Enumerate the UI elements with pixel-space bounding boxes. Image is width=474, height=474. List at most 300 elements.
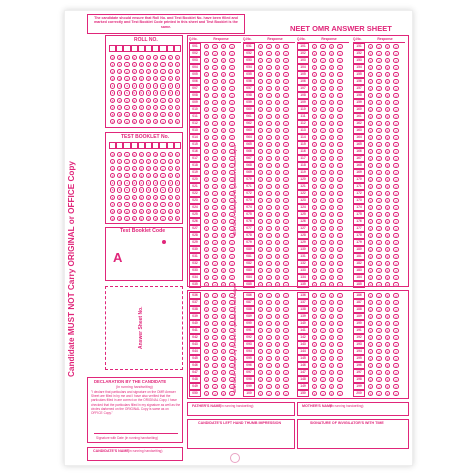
option-bubble[interactable]: 3 [276, 293, 279, 298]
option-bubble[interactable]: 1 [205, 149, 208, 154]
option-bubble[interactable]: 1 [205, 107, 208, 112]
option-bubble[interactable]: 3 [222, 328, 225, 333]
option-bubble[interactable]: 1 [313, 254, 316, 259]
option-bubble[interactable]: 1 [369, 356, 372, 361]
option-bubble[interactable]: 1 [259, 384, 262, 389]
digit-bubble[interactable]: 0 [176, 55, 179, 60]
option-bubble[interactable]: 2 [378, 198, 380, 203]
option-bubble[interactable]: 4 [285, 177, 287, 182]
option-bubble[interactable]: 4 [285, 391, 287, 396]
option-bubble[interactable]: 1 [369, 321, 372, 326]
option-bubble[interactable]: 1 [205, 391, 208, 396]
option-bubble[interactable]: 2 [214, 356, 216, 361]
digit-bubble[interactable]: 0 [162, 152, 164, 157]
option-bubble[interactable]: 4 [339, 342, 341, 347]
option-bubble[interactable]: 2 [268, 156, 270, 161]
option-bubble[interactable]: 1 [259, 170, 262, 175]
option-bubble[interactable]: 1 [313, 226, 316, 231]
option-bubble[interactable]: 2 [322, 205, 324, 210]
digit-bubble[interactable]: 9 [169, 216, 171, 221]
option-bubble[interactable]: 2 [378, 44, 380, 49]
option-bubble[interactable]: 1 [369, 86, 372, 91]
option-bubble[interactable]: 2 [322, 300, 324, 305]
digit-bubble[interactable]: 6 [133, 98, 135, 103]
option-bubble[interactable]: 4 [285, 121, 287, 126]
option-bubble[interactable]: 4 [231, 121, 233, 126]
option-bubble[interactable]: 2 [214, 307, 216, 312]
digit-bubble[interactable]: 8 [169, 209, 171, 214]
option-bubble[interactable]: 4 [231, 254, 233, 259]
option-bubble[interactable]: 3 [276, 335, 279, 340]
option-bubble[interactable]: 2 [268, 65, 270, 70]
digit-bubble[interactable]: 1 [140, 63, 143, 68]
option-bubble[interactable]: 2 [268, 307, 270, 312]
option-bubble[interactable]: 4 [395, 226, 397, 231]
option-bubble[interactable]: 1 [369, 219, 372, 224]
digit-bubble[interactable]: 2 [111, 70, 114, 75]
digit-bubble[interactable]: 5 [147, 188, 150, 193]
option-bubble[interactable]: 4 [339, 254, 341, 259]
digit-bubble[interactable]: 2 [118, 70, 121, 75]
option-bubble[interactable]: 2 [268, 135, 270, 140]
option-bubble[interactable]: 3 [222, 205, 225, 210]
digit-bubble[interactable]: 1 [154, 63, 157, 68]
option-bubble[interactable]: 2 [214, 156, 216, 161]
option-bubble[interactable]: 1 [205, 293, 208, 298]
option-bubble[interactable]: 4 [285, 226, 287, 231]
option-bubble[interactable]: 1 [313, 307, 316, 312]
option-bubble[interactable]: 3 [276, 282, 279, 287]
option-bubble[interactable]: 4 [285, 65, 287, 70]
option-bubble[interactable]: 1 [205, 261, 208, 266]
option-bubble[interactable]: 4 [285, 377, 287, 382]
digit-bubble[interactable]: 9 [176, 119, 179, 124]
option-bubble[interactable]: 4 [339, 282, 341, 287]
option-bubble[interactable]: 4 [395, 44, 397, 49]
option-bubble[interactable]: 4 [339, 205, 341, 210]
option-bubble[interactable]: 2 [378, 307, 380, 312]
option-bubble[interactable]: 2 [268, 356, 270, 361]
option-bubble[interactable]: 4 [285, 314, 287, 319]
option-bubble[interactable]: 2 [322, 384, 324, 389]
option-bubble[interactable]: 1 [205, 240, 208, 245]
option-bubble[interactable]: 3 [222, 163, 225, 168]
option-bubble[interactable]: 4 [231, 44, 233, 49]
option-bubble[interactable]: 4 [285, 275, 287, 280]
option-bubble[interactable]: 4 [285, 384, 287, 389]
digit-bubble[interactable]: 8 [176, 209, 179, 214]
option-bubble[interactable]: 3 [330, 335, 333, 340]
option-bubble[interactable]: 3 [330, 58, 333, 63]
option-bubble[interactable]: 1 [313, 335, 316, 340]
option-bubble[interactable]: 1 [205, 212, 208, 217]
option-bubble[interactable]: 4 [285, 247, 287, 252]
option-bubble[interactable]: 1 [205, 233, 208, 238]
digit-bubble[interactable]: 0 [133, 55, 135, 60]
digit-bubble[interactable]: 3 [118, 77, 121, 82]
option-bubble[interactable]: 2 [268, 93, 270, 98]
digit-bubble[interactable]: 7 [126, 202, 128, 207]
option-bubble[interactable]: 3 [330, 247, 333, 252]
option-bubble[interactable]: 1 [369, 226, 372, 231]
option-bubble[interactable]: 2 [322, 135, 324, 140]
digit-bubble[interactable]: 0 [176, 152, 179, 157]
option-bubble[interactable]: 1 [369, 247, 372, 252]
digit-bubble[interactable]: 6 [140, 98, 143, 103]
option-bubble[interactable]: 1 [369, 191, 372, 196]
option-bubble[interactable]: 2 [322, 72, 324, 77]
option-bubble[interactable]: 4 [339, 177, 341, 182]
option-bubble[interactable]: 1 [313, 149, 316, 154]
option-bubble[interactable]: 4 [285, 156, 287, 161]
option-bubble[interactable]: 2 [268, 184, 270, 189]
option-bubble[interactable]: 4 [339, 156, 341, 161]
option-bubble[interactable]: 4 [339, 191, 341, 196]
option-bubble[interactable]: 1 [369, 261, 372, 266]
digit-bubble[interactable]: 4 [176, 84, 179, 89]
option-bubble[interactable]: 3 [330, 142, 333, 147]
option-bubble[interactable]: 1 [259, 307, 262, 312]
option-bubble[interactable]: 1 [313, 114, 316, 119]
option-bubble[interactable]: 3 [222, 121, 225, 126]
option-bubble[interactable]: 3 [222, 342, 225, 347]
digit-bubble[interactable]: 7 [147, 105, 150, 110]
option-bubble[interactable]: 1 [205, 44, 208, 49]
option-bubble[interactable]: 2 [214, 240, 216, 245]
option-bubble[interactable]: 1 [313, 268, 316, 273]
option-bubble[interactable]: 1 [259, 100, 262, 105]
option-bubble[interactable]: 3 [386, 370, 389, 375]
digit-bubble[interactable]: 0 [140, 152, 143, 157]
digit-bubble[interactable]: 4 [118, 181, 121, 186]
option-bubble[interactable]: 3 [330, 282, 333, 287]
option-bubble[interactable]: 3 [330, 184, 333, 189]
option-bubble[interactable]: 2 [214, 335, 216, 340]
option-bubble[interactable]: 4 [339, 198, 341, 203]
option-bubble[interactable]: 1 [205, 314, 208, 319]
option-bubble[interactable]: 2 [378, 356, 380, 361]
option-bubble[interactable]: 4 [395, 170, 397, 175]
option-bubble[interactable]: 1 [313, 328, 316, 333]
option-bubble[interactable]: 4 [395, 184, 397, 189]
option-bubble[interactable]: 4 [395, 142, 397, 147]
option-bubble[interactable]: 2 [214, 261, 216, 266]
option-bubble[interactable]: 2 [214, 170, 216, 175]
option-bubble[interactable]: 1 [205, 51, 208, 56]
option-bubble[interactable]: 2 [214, 219, 216, 224]
option-bubble[interactable]: 2 [378, 349, 380, 354]
option-bubble[interactable]: 3 [276, 184, 279, 189]
option-bubble[interactable]: 1 [369, 293, 372, 298]
option-bubble[interactable]: 4 [231, 191, 233, 196]
option-bubble[interactable]: 1 [259, 212, 262, 217]
digit-bubble[interactable]: 1 [154, 160, 157, 165]
option-bubble[interactable]: 4 [231, 321, 233, 326]
option-bubble[interactable]: 3 [386, 275, 389, 280]
option-bubble[interactable]: 1 [369, 198, 372, 203]
option-bubble[interactable]: 1 [313, 135, 316, 140]
option-bubble[interactable]: 1 [369, 233, 372, 238]
option-bubble[interactable]: 1 [259, 349, 262, 354]
option-bubble[interactable]: 2 [378, 177, 380, 182]
digit-bubble[interactable]: 8 [162, 209, 164, 214]
digit-bubble[interactable]: 6 [111, 98, 114, 103]
option-bubble[interactable]: 1 [369, 282, 372, 287]
option-bubble[interactable]: 4 [339, 268, 341, 273]
option-bubble[interactable]: 4 [285, 212, 287, 217]
option-bubble[interactable]: 4 [395, 377, 397, 382]
option-bubble[interactable]: 2 [268, 254, 270, 259]
digit-bubble[interactable]: 5 [118, 91, 121, 96]
option-bubble[interactable]: 2 [378, 205, 380, 210]
digit-bubble[interactable]: 9 [118, 216, 121, 221]
digit-bubble[interactable]: 1 [140, 160, 143, 165]
option-bubble[interactable]: 3 [276, 212, 279, 217]
option-bubble[interactable]: 3 [276, 205, 279, 210]
signature-line[interactable] [94, 433, 178, 434]
option-bubble[interactable]: 4 [231, 149, 233, 154]
option-bubble[interactable]: 3 [222, 170, 225, 175]
option-bubble[interactable]: 2 [268, 198, 270, 203]
option-bubble[interactable]: 2 [214, 107, 216, 112]
option-bubble[interactable]: 3 [386, 314, 389, 319]
option-bubble[interactable]: 4 [339, 247, 341, 252]
digit-bubble[interactable]: 1 [176, 160, 179, 165]
option-bubble[interactable]: 4 [231, 314, 233, 319]
digit-bubble[interactable]: 0 [111, 55, 114, 60]
digit-bubble[interactable]: 3 [147, 77, 150, 82]
option-bubble[interactable]: 3 [330, 51, 333, 56]
option-bubble[interactable]: 3 [330, 261, 333, 266]
option-bubble[interactable]: 4 [339, 86, 341, 91]
option-bubble[interactable]: 3 [330, 233, 333, 238]
digit-bubble[interactable]: 3 [133, 174, 135, 179]
option-bubble[interactable]: 3 [276, 86, 279, 91]
option-bubble[interactable]: 1 [369, 268, 372, 273]
option-bubble[interactable]: 3 [330, 226, 333, 231]
option-bubble[interactable]: 1 [205, 219, 208, 224]
option-bubble[interactable]: 3 [330, 212, 333, 217]
option-bubble[interactable]: 3 [330, 191, 333, 196]
option-bubble[interactable]: 4 [395, 363, 397, 368]
digit-bubble[interactable]: 8 [118, 209, 121, 214]
digit-bubble[interactable]: 2 [111, 167, 114, 172]
digit-bubble[interactable]: 2 [147, 167, 150, 172]
option-bubble[interactable]: 2 [378, 233, 380, 238]
option-bubble[interactable]: 3 [330, 391, 333, 396]
option-bubble[interactable]: 3 [330, 72, 333, 77]
option-bubble[interactable]: 2 [268, 170, 270, 175]
option-bubble[interactable]: 2 [214, 212, 216, 217]
option-bubble[interactable]: 4 [395, 391, 397, 396]
option-bubble[interactable]: 2 [378, 65, 380, 70]
option-bubble[interactable]: 3 [222, 156, 225, 161]
option-bubble[interactable]: 3 [330, 275, 333, 280]
option-bubble[interactable]: 2 [378, 370, 380, 375]
option-bubble[interactable]: 4 [285, 363, 287, 368]
option-bubble[interactable]: 4 [339, 219, 341, 224]
option-bubble[interactable]: 2 [214, 254, 216, 259]
option-bubble[interactable]: 3 [222, 58, 225, 63]
option-bubble[interactable]: 4 [285, 240, 287, 245]
option-bubble[interactable]: 1 [313, 363, 316, 368]
option-bubble[interactable]: 2 [268, 86, 270, 91]
option-bubble[interactable]: 3 [276, 268, 279, 273]
option-bubble[interactable]: 3 [276, 163, 279, 168]
option-bubble[interactable]: 1 [259, 149, 262, 154]
option-bubble[interactable]: 3 [386, 307, 389, 312]
option-bubble[interactable]: 4 [231, 300, 233, 305]
option-bubble[interactable]: 3 [330, 254, 333, 259]
option-bubble[interactable]: 2 [378, 51, 380, 56]
option-bubble[interactable]: 2 [322, 58, 324, 63]
digit-bubble[interactable]: 4 [154, 84, 157, 89]
digit-bubble[interactable]: 4 [140, 84, 143, 89]
digit-bubble[interactable]: 4 [147, 181, 150, 186]
option-bubble[interactable]: 3 [276, 156, 279, 161]
option-bubble[interactable]: 1 [259, 240, 262, 245]
option-bubble[interactable]: 4 [285, 261, 287, 266]
digit-bubble[interactable]: 6 [133, 195, 135, 200]
option-bubble[interactable]: 4 [339, 300, 341, 305]
option-bubble[interactable]: 2 [268, 149, 270, 154]
option-bubble[interactable]: 4 [339, 100, 341, 105]
option-bubble[interactable]: 3 [330, 198, 333, 203]
option-bubble[interactable]: 3 [386, 268, 389, 273]
option-bubble[interactable]: 2 [378, 191, 380, 196]
option-bubble[interactable]: 4 [395, 247, 397, 252]
option-bubble[interactable]: 3 [386, 177, 389, 182]
option-bubble[interactable]: 1 [205, 135, 208, 140]
option-bubble[interactable]: 4 [231, 107, 233, 112]
digit-bubble[interactable]: 9 [147, 119, 150, 124]
option-bubble[interactable]: 4 [231, 198, 233, 203]
digit-bubble[interactable]: 6 [147, 195, 150, 200]
option-bubble[interactable]: 3 [222, 240, 225, 245]
fathers-name-box[interactable] [187, 402, 295, 416]
option-bubble[interactable]: 3 [222, 363, 225, 368]
digit-bubble[interactable]: 3 [162, 77, 164, 82]
option-bubble[interactable]: 2 [322, 370, 324, 375]
option-bubble[interactable]: 2 [322, 107, 324, 112]
option-bubble[interactable]: 2 [322, 342, 324, 347]
digit-bubble[interactable]: 4 [111, 181, 114, 186]
option-bubble[interactable]: 1 [205, 114, 208, 119]
option-bubble[interactable]: 3 [222, 184, 225, 189]
option-bubble[interactable]: 3 [276, 219, 279, 224]
digit-bubble[interactable]: 5 [162, 91, 164, 96]
option-bubble[interactable]: 4 [231, 377, 233, 382]
option-bubble[interactable]: 4 [231, 384, 233, 389]
option-bubble[interactable]: 4 [285, 342, 287, 347]
option-bubble[interactable]: 3 [276, 254, 279, 259]
option-bubble[interactable]: 1 [369, 384, 372, 389]
option-bubble[interactable]: 2 [268, 177, 270, 182]
digit-bubble[interactable]: 9 [162, 216, 164, 221]
option-bubble[interactable]: 2 [322, 377, 324, 382]
digit-bubble[interactable]: 5 [126, 91, 128, 96]
digit-bubble[interactable]: 5 [154, 188, 157, 193]
digit-bubble[interactable]: 3 [126, 77, 128, 82]
option-bubble[interactable]: 4 [231, 65, 233, 70]
option-bubble[interactable]: 2 [214, 300, 216, 305]
option-bubble[interactable]: 3 [276, 342, 279, 347]
digit-bubble[interactable]: 3 [169, 174, 171, 179]
digit-bubble[interactable]: 7 [118, 105, 121, 110]
option-bubble[interactable]: 4 [395, 72, 397, 77]
digit-bubble[interactable]: 7 [176, 105, 179, 110]
option-bubble[interactable]: 1 [313, 314, 316, 319]
option-bubble[interactable]: 3 [222, 384, 225, 389]
option-bubble[interactable]: 2 [378, 254, 380, 259]
option-bubble[interactable]: 2 [268, 226, 270, 231]
option-bubble[interactable]: 3 [222, 51, 225, 56]
option-bubble[interactable]: 2 [268, 377, 270, 382]
option-bubble[interactable]: 1 [205, 321, 208, 326]
option-bubble[interactable]: 3 [276, 240, 279, 245]
digit-bubble[interactable]: 7 [111, 105, 114, 110]
option-bubble[interactable]: 2 [322, 198, 324, 203]
digit-bubble[interactable]: 3 [140, 77, 143, 82]
digit-bubble[interactable]: 4 [126, 84, 128, 89]
option-bubble[interactable]: 4 [395, 300, 397, 305]
option-bubble[interactable]: 3 [386, 384, 389, 389]
option-bubble[interactable]: 2 [214, 184, 216, 189]
option-bubble[interactable]: 3 [276, 100, 279, 105]
option-bubble[interactable]: 3 [276, 226, 279, 231]
option-bubble[interactable]: 4 [395, 342, 397, 347]
option-bubble[interactable]: 3 [276, 391, 279, 396]
option-bubble[interactable]: 4 [285, 300, 287, 305]
option-bubble[interactable]: 3 [276, 307, 279, 312]
digit-bubble[interactable]: 3 [169, 77, 171, 82]
option-bubble[interactable]: 2 [378, 149, 380, 154]
option-bubble[interactable]: 2 [378, 58, 380, 63]
option-bubble[interactable]: 3 [386, 363, 389, 368]
option-bubble[interactable]: 3 [386, 254, 389, 259]
option-bubble[interactable]: 4 [285, 79, 287, 84]
option-bubble[interactable]: 3 [222, 321, 225, 326]
digit-bubble[interactable]: 0 [111, 152, 114, 157]
option-bubble[interactable]: 1 [313, 184, 316, 189]
option-bubble[interactable]: 4 [231, 86, 233, 91]
digit-bubble[interactable]: 2 [176, 167, 179, 172]
option-bubble[interactable]: 4 [339, 349, 341, 354]
option-bubble[interactable]: 1 [259, 177, 262, 182]
option-bubble[interactable]: 1 [369, 58, 372, 63]
option-bubble[interactable]: 1 [369, 307, 372, 312]
option-bubble[interactable]: 4 [285, 328, 287, 333]
option-bubble[interactable]: 4 [339, 121, 341, 126]
digit-bubble[interactable]: 4 [133, 84, 135, 89]
option-bubble[interactable]: 1 [369, 177, 372, 182]
option-bubble[interactable]: 1 [313, 107, 316, 112]
option-bubble[interactable]: 1 [369, 44, 372, 49]
option-bubble[interactable]: 1 [259, 128, 262, 133]
option-bubble[interactable]: 3 [276, 370, 279, 375]
digit-bubble[interactable]: 7 [126, 105, 128, 110]
digit-bubble[interactable]: 8 [126, 112, 128, 117]
option-bubble[interactable]: 2 [322, 314, 324, 319]
option-bubble[interactable]: 1 [369, 135, 372, 140]
option-bubble[interactable]: 3 [222, 149, 225, 154]
option-bubble[interactable]: 4 [231, 335, 233, 340]
option-bubble[interactable]: 3 [222, 142, 225, 147]
option-bubble[interactable]: 3 [330, 384, 333, 389]
digit-bubble[interactable]: 8 [133, 209, 135, 214]
option-bubble[interactable]: 1 [313, 156, 316, 161]
option-bubble[interactable]: 4 [339, 58, 341, 63]
